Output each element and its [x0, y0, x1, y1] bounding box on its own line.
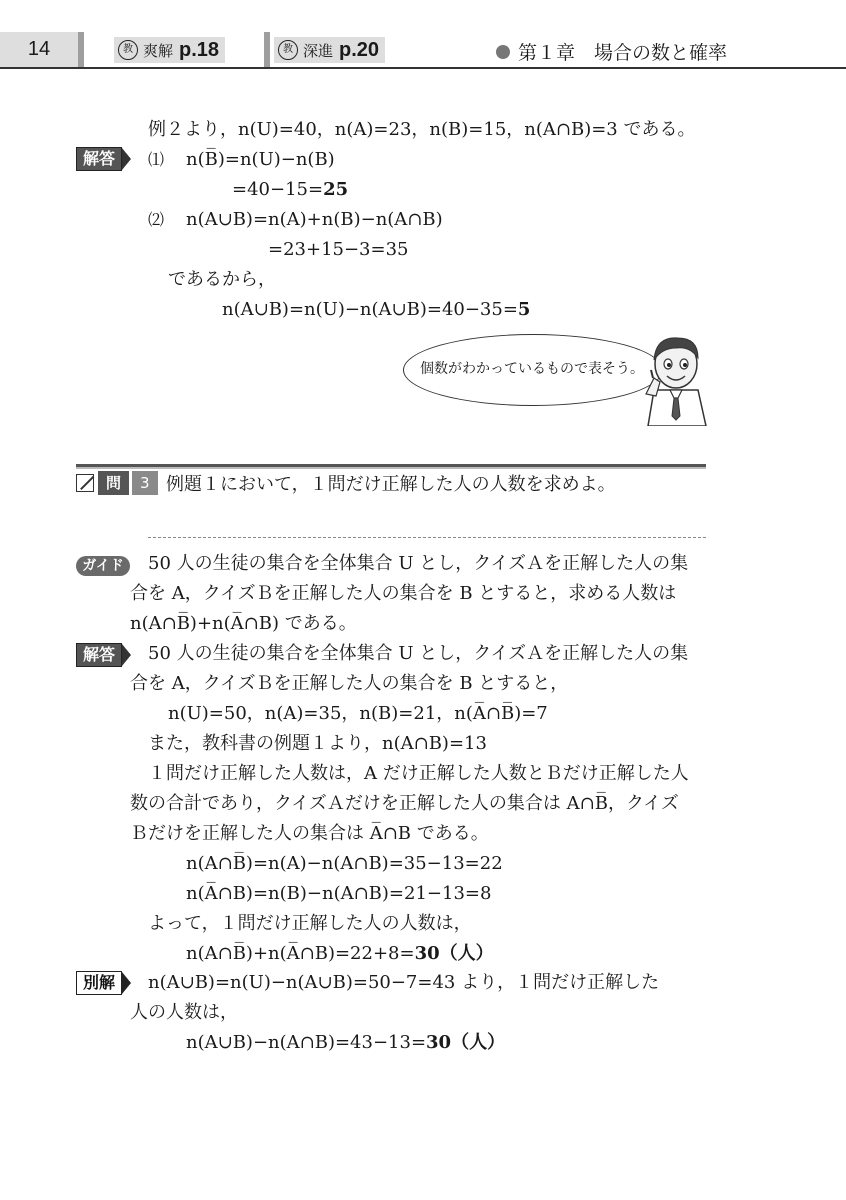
answer-line-1: 50 人の生徒の集合を全体集合 U とし，クイズＡを正解した人の集	[148, 643, 689, 664]
reference-name: 爽解	[143, 41, 174, 60]
textbook-badge-icon: 教	[278, 40, 298, 60]
answer-line-7: Ｂだけを正解した人の集合は A̅∩B である。	[130, 823, 489, 844]
guide-line-1: 50 人の生徒の集合を全体集合 U とし，クイズＡを正解した人の集	[148, 553, 689, 574]
alt-final-calc: n(A∪B)−n(A∩B)=43−13=	[186, 1032, 427, 1053]
part-2-answer: 5	[517, 299, 531, 320]
guide-line-3: n(A∩B̅)+n(A̅∩B) である。	[130, 613, 357, 634]
answer-line-8: n(A∩B̅)=n(A)−n(A∩B)=35−13=22	[186, 853, 503, 874]
checkbox-icon	[76, 474, 94, 492]
guide-tag: ガイド	[76, 556, 130, 576]
header-divider	[264, 32, 270, 67]
arrow-icon	[122, 972, 131, 994]
answer-line-11	[186, 942, 494, 966]
arrow-icon	[122, 644, 131, 666]
part-1-formula: n(B̅)=n(U)−n(B)	[186, 149, 335, 170]
alt-line-3	[186, 1031, 505, 1055]
answer-tag	[76, 644, 131, 666]
bullet-icon	[496, 45, 510, 59]
textbook-reference-2	[274, 37, 385, 63]
problem-top-rule-shade	[76, 467, 706, 469]
speech-bubble-text: 個数がわかっているもので表そう。	[420, 361, 644, 377]
answer-tag-label: 解答	[76, 643, 122, 667]
part-2-formula: n(A∪B)=n(A)+n(B)−n(A∩B)	[186, 209, 443, 230]
arrow-icon	[122, 148, 131, 170]
page-number: 14	[0, 32, 78, 67]
answer-line-3: n(U)=50，n(A)=35，n(B)=21，n(A̅∩B̅)=7	[168, 703, 548, 724]
alt-final-value: 30（人）	[426, 1032, 506, 1053]
problem-number: 3	[132, 471, 158, 495]
textbook-reference-1	[114, 37, 225, 63]
chapter-title-text: 第１章 場合の数と確率	[518, 42, 728, 64]
part-2-transition: であるから，	[168, 269, 276, 290]
part-2-label: ⑵	[148, 210, 165, 229]
teacher-character-icon	[640, 330, 712, 426]
guide-line-2: 合を A，クイズＢを正解した人の集合を B とすると，求める人数は	[130, 583, 677, 604]
part-1-answer: 25	[323, 179, 349, 200]
part-2-final-calc: n(A∪B)=n(U)−n(A∪B)=40−35=	[222, 299, 518, 320]
answer-line-4: また，教科書の例題１より，n(A∩B)=13	[148, 733, 487, 754]
part-1-result	[232, 178, 348, 202]
alt-line-2: 人の人数は，	[130, 1002, 238, 1023]
dashed-separator	[148, 537, 706, 538]
header-divider	[78, 32, 84, 67]
alt-solution-tag	[76, 972, 131, 994]
answer-final-calc: n(A∩B̅)+n(A̅∩B)=22+8=	[186, 943, 415, 964]
reference-page: p.18	[179, 38, 220, 61]
part-1-label: ⑴	[148, 150, 165, 169]
part-1-calc: =40−15=	[232, 179, 324, 200]
answer-final-value: 30（人）	[414, 943, 494, 964]
example-intro: 例２より，n(U)=40，n(A)=23，n(B)=15，n(A∩B)=3 である。	[148, 119, 696, 140]
chapter-title	[496, 38, 727, 65]
reference-page: p.20	[339, 38, 380, 61]
problem-text: 例題１において，１問だけ正解した人の人数を求めよ。	[166, 474, 616, 495]
header-rule	[0, 67, 846, 69]
alt-line-1: n(A∪B)=n(U)−n(A∪B)=50−7=43 より，１問だけ正解した	[148, 972, 660, 993]
answer-tag-label: 解答	[76, 147, 122, 171]
answer-line-9: n(A̅∩B)=n(B)−n(A∩B)=21−13=8	[186, 883, 492, 904]
answer-line-5: １問だけ正解した人数は，A だけ正解した人数とＢだけ正解した人	[148, 763, 689, 784]
problem-label: 問	[98, 471, 129, 495]
part-2-calc: =23+15−3=35	[268, 239, 409, 260]
problem-header	[76, 471, 158, 495]
answer-line-10: よって，１問だけ正解した人の人数は，	[148, 913, 472, 934]
alt-solution-tag-label: 別解	[76, 971, 122, 995]
answer-tag	[76, 148, 131, 170]
answer-line-6: 数の合計であり，クイズＡだけを正解した人の集合は A∩B̅，クイズ	[130, 793, 679, 814]
reference-name: 深進	[303, 41, 334, 60]
textbook-badge-icon: 教	[118, 40, 138, 60]
part-2-result	[222, 298, 530, 322]
answer-line-2: 合を A，クイズＢを正解した人の集合を B とすると，	[130, 673, 569, 694]
